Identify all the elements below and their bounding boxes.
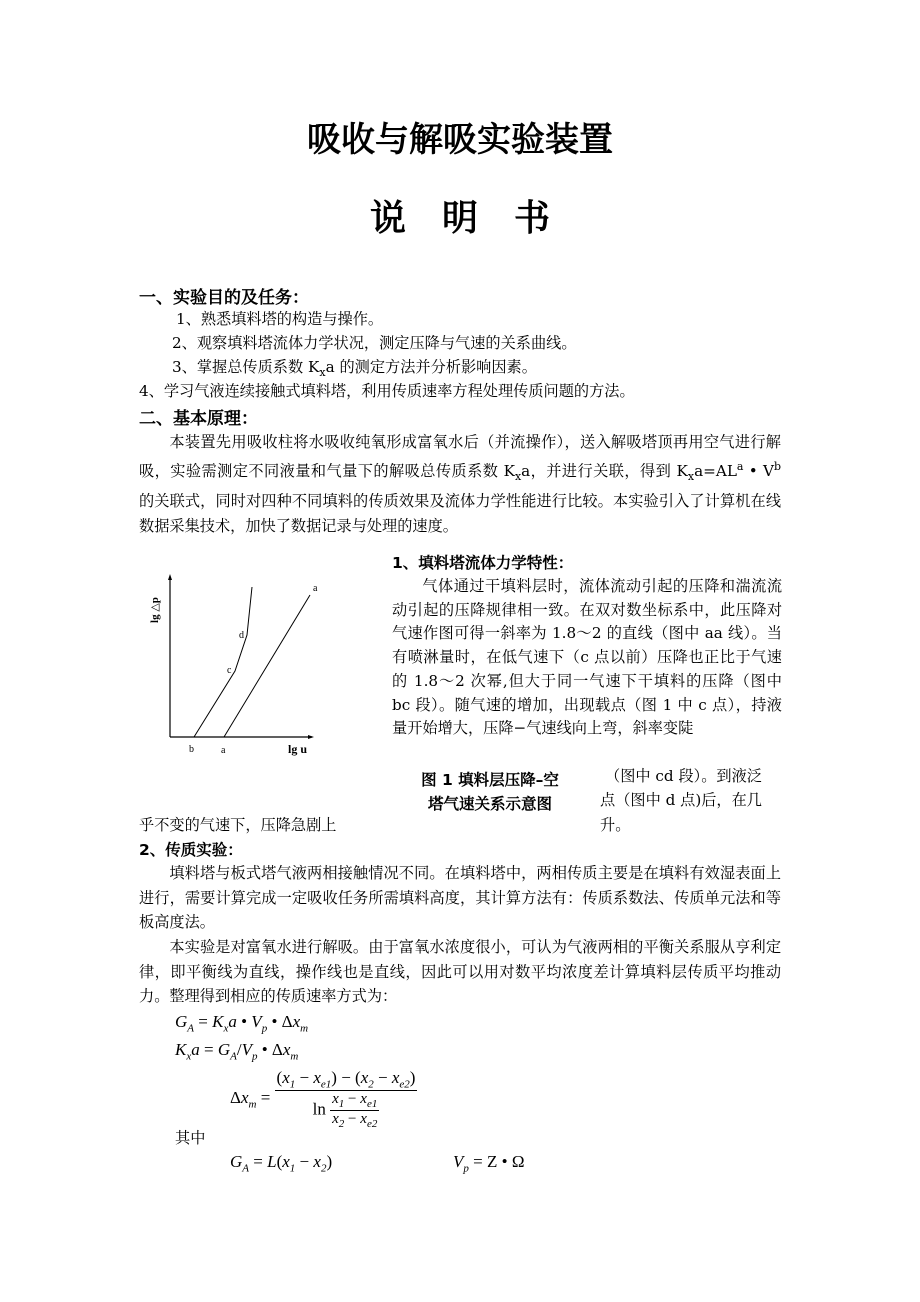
section2-heading: 二、基本原理： — [139, 409, 258, 429]
where-label: 其中 — [175, 1129, 206, 1147]
document-title: 吸收与解吸实验装置 — [307, 120, 613, 160]
equation-1: $G_A = K_xa$ • $V_p$ • $\Delta x_m$ — [175, 1012, 309, 1035]
principle-text-2: a，并进行关联，得到 K — [521, 461, 688, 480]
principle-sup-2: b — [773, 459, 781, 473]
equation-3: $\Delta x_m$ = $(x_1 - x_{e1}) - (x_2 - x_{e2})$ ln $\frac{x_1 - x_{e1}}{x_2 - x_{e2}}$ — [230, 1068, 416, 1131]
equation-4: $G_A = L(x_1 - x_2)$ — [230, 1152, 333, 1175]
principle-text-3: a=AL — [694, 461, 737, 480]
figure-pressure-drop — [140, 560, 390, 760]
y-axis-label: lg △p — [149, 597, 161, 623]
figure-caption-line2: 塔气速关系示意图 — [427, 795, 552, 813]
objective-item-2: 2、观察填料塔流体力学状况，测定压降与气速的关系曲线。 — [172, 334, 577, 352]
figure-caption-line1: 图 1 填料层压降–空 — [421, 771, 559, 789]
label-a-bottom: a — [221, 745, 226, 756]
hydraulics-text-cont-1: （图中 cd 段）。到液泛 — [605, 767, 762, 785]
principle-sub-2: x — [687, 469, 695, 483]
equation-2: $K_xa = G_A/V_p$ • $\Delta x_m$ — [175, 1040, 299, 1063]
objective-item-4: 4、学习气液连续接触式填料塔，利用传质速率方程处理传质问题的方法。 — [139, 382, 635, 400]
subsection2-heading: 2、传质实验： — [139, 841, 243, 859]
principle-text-1: 本装置先用吸收柱将水吸收纯氧形成富氧水后（并流操作），送入解吸塔顶再用空气进行解吸，实验需测定不同液量和气量下的解吸总传质系数 K — [139, 433, 781, 480]
hydraulics-text-tail-right: 升。 — [600, 816, 631, 834]
mass-transfer-paragraph-2: 本实验是对富氧水进行解吸。由于富氧水浓度很小，可认为气液两相的平衡关系服从亨利定律，即平衡线为直线，操作线也是直线，因此可以用对数平均浓度差计算填料层传质平均推动力。整理得到相应的传质速率方式为： — [139, 938, 781, 1005]
principle-text-4: • V — [743, 461, 774, 480]
principle-sup-1: a — [736, 459, 744, 473]
section1-heading: 一、实验目的及任务： — [139, 288, 309, 308]
x-axis-arrow-icon — [308, 735, 314, 739]
document-subtitle: 说 明 书 — [369, 198, 550, 239]
objective-item-3-text-b: a 的测定方法并分析影响因素。 — [325, 358, 537, 376]
label-b: b — [189, 744, 194, 755]
y-axis-arrow-icon — [168, 574, 172, 580]
label-a-top: a — [313, 583, 318, 594]
x-axis-label: lg u — [288, 742, 308, 756]
label-d: d — [239, 630, 244, 641]
objective-item-1: 1、熟悉填料塔的构造与操作。 — [176, 310, 384, 328]
objective-item-3-sub: x — [319, 366, 326, 380]
principle-sub-1: x — [514, 469, 522, 483]
equation-5: $V_p = Z$ • Ω — [453, 1152, 525, 1175]
hydraulics-paragraph: 气体通过干填料层时，流体流动引起的压降和湍流流动引起的压降规律相一致。在双对数坐标系中，此压降对气速作图可得一斜率为 1.8～2 的直线（图中 aa 线）。当有喷淋量时，在低气速下（c 点以前）压降也正比于气速的 1.8～2 次幂,但大于同一气速下干填料的压降（图中 bc 段）。随气速的增加，出现载点（图 1 中 c 点），持液量开始增大，压降−气速线向上弯，斜率变陡 — [392, 577, 782, 738]
label-c: c — [227, 665, 232, 676]
subsection1-heading: 1、填料塔流体力学特性： — [392, 554, 574, 572]
mass-transfer-paragraph-1: 填料塔与板式塔气液两相接触情况不同。在填料塔中，两相传质主要是在填料有效湿表面上进行，需要计算完成一定吸收任务所需填料高度，其计算方法有：传质系数法、传质单元法和等板高度法。 — [139, 864, 781, 931]
hydraulics-text-cont-2: 点（图中 d 点)后，在几 — [600, 791, 762, 809]
principle-paragraph — [139, 430, 781, 538]
curve-bcd — [194, 587, 252, 737]
principle-text-5: 的关联式，同时对四种不同填料的传质效果及流体力学性能进行比较。本实验引入了计算机在线数据采集技术，加快了数据记录与处理的速度。 — [139, 492, 781, 535]
objective-item-3-text-a: 3、掌握总传质系数 K — [172, 358, 320, 376]
hydraulics-text-tail-left: 乎不变的气速下，压降急剧上 — [139, 816, 337, 834]
